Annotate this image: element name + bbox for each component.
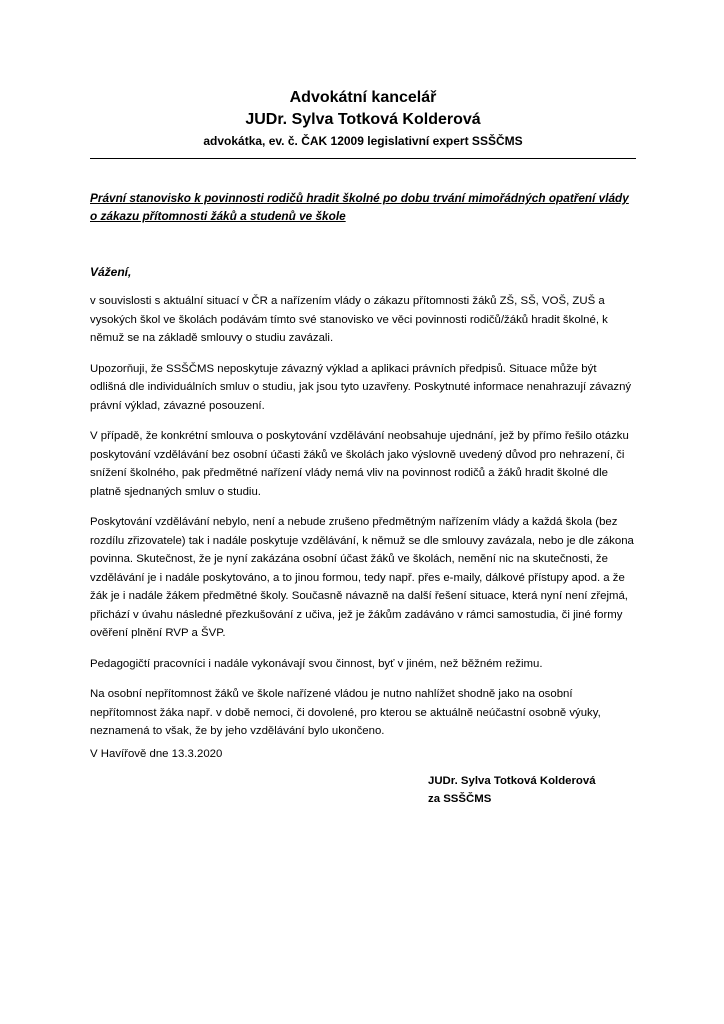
- signature-block: [428, 772, 596, 808]
- signature-name: JUDr. Sylva Totková Kolderová: [428, 775, 596, 787]
- greeting: Vážení,: [90, 265, 132, 279]
- attorney-name: JUDr. Sylva Totková Kolderová: [245, 111, 481, 128]
- attorney-details: advokátka, ev. č. ČAK 12009 legislativní expert SSŠČMS: [203, 134, 523, 148]
- place-and-date: V Havířově dne 13.3.2020: [90, 748, 223, 760]
- office-title: Advokátní kancelář: [289, 89, 437, 106]
- header-divider: [90, 158, 636, 159]
- body-paragraph: V případě, že konkrétní smlouva o poskytování vzdělávání neobsahuje ujednání, jež by přímo řešilo otázku poskytování vzdělávání bez osobní účasti žáků ve školách jako výslovně uvedený důvod pro nehrazení, či snížení školného, pak předmětné nařízení vlády nemá vliv na povinnost rodičů a žáků hradit školné dle platně sjednaných smluv o studiu.: [90, 430, 629, 498]
- signature-on-behalf: za SSŠČMS: [428, 793, 492, 805]
- letter-body: [90, 292, 635, 753]
- body-paragraph: Na osobní nepřítomnost žáků ve škole nařízené vládou je nutno nahlížet shodně jako na osobní nepřítomnost žáka např. v době nemoci, či dovolené, pro kterou se aktuálně neúčastní osobně výuky, neznamená to však, že by jeho vzdělávání bylo ukončeno.: [90, 688, 601, 737]
- document-subject: Právní stanovisko k povinnosti rodičů hradit školné po dobu trvání mimořádných opatření vlády o zákazu přítomnosti žáků a studenů ve škole: [90, 191, 629, 223]
- body-paragraph: Poskytování vzdělávání nebylo, není a nebude zrušeno předmětným nařízením vlády a každá škola (bez rozdílu zřizovatele) tak i nadále poskytuje vzdělávání, k němuž se dle smlouvy zavázala, nebo je dle zákona povinna. Skutečnost, že je nyní zakázána osobní účast žáků ve školách, nemění nic na skutečnosti, že vzdělávání je i nadále poskytováno, a to jinou formou, tedy např. přes e-maily, dálkové přístupy apod. a že žák je i nadále žákem předmětné školy. Současně návazně na další řešení situace, která nyní není zřejmá, přichází v úvahu následné přezkušování z učiva, jež je žákům zadáváno v rámci samostudia, či jiné formy ověření plnění RVP a ŠVP.: [90, 516, 634, 639]
- body-paragraph: Upozorňuji, že SSŠČMS neposkytuje závazný výklad a aplikaci právních předpisů. Situace může být odlišná dle individuálních smluv o studiu, jak jsou tyto uzavřeny. Poskytnuté informace nenahrazují závazný právní výklad, závazné posouzení.: [90, 362, 632, 412]
- body-paragraph: Pedagogičtí pracovníci i nadále vykonávají svou činnost, byť v jiném, než běžném režimu.: [90, 657, 543, 670]
- letterhead: [90, 88, 636, 149]
- body-paragraph: v souvislosti s aktuální situací v ČR a nařízením vlády o zákazu přítomnosti žáků ZŠ, SŠ, VOŠ, ZUŠ a vysokých škol ve školách podávám tímto své stanovisko ve věci povinnosti rodičů/žáků hradit školné, k němuž se na základě smlouvy o studiu zavázali.: [90, 295, 608, 344]
